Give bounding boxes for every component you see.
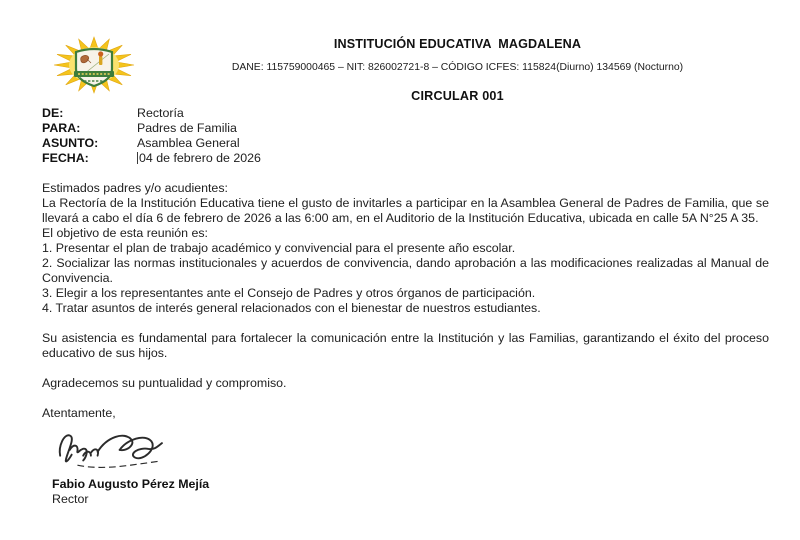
- objective-item-2: 2. Socializar las normas institucionales y acuerdos de convivencia, dando aprobación a las modificaciones realizadas al Manual de Convivencia.: [42, 256, 769, 285]
- meta-label-para: PARA:: [42, 121, 81, 135]
- meta-row-asunto: [42, 136, 542, 151]
- objectives-heading: El objetivo de esta reunión es:: [42, 226, 209, 240]
- gratitude-line: Agradecemos su puntualidad y compromiso.: [42, 376, 287, 390]
- document-header: [42, 33, 769, 104]
- circular-title: CIRCULAR 001: [411, 89, 504, 103]
- meta-row-para: [42, 121, 542, 136]
- meta-label-de: DE:: [42, 106, 64, 120]
- school-logo: [42, 33, 146, 104]
- header-text-block: [146, 33, 769, 104]
- signer-title: Rector: [52, 492, 89, 506]
- crest-torch: [99, 56, 102, 65]
- handwritten-signature-image: [52, 423, 172, 471]
- meta-value-asunto: Asamblea General: [137, 136, 240, 150]
- meta-label-fecha: FECHA:: [42, 151, 89, 165]
- meta-value-fecha[interactable]: [137, 151, 542, 166]
- objective-item-4: 4. Tratar asuntos de interés general relacionados con el bienestar de nuestros estudiantes.: [42, 301, 541, 315]
- objective-item-1: 1. Presentar el plan de trabajo académico y convivencial para el presente año escolar.: [42, 241, 516, 255]
- closing-line: Atentamente,: [42, 406, 116, 420]
- registry-line: DANE: 115759000465 – NIT: 826002721-8 – CÓDIGO ICFES: 115824(Diurno) 134569 (Nocturno): [231, 62, 684, 73]
- salutation-line: Estimados padres y/o acudientes:: [42, 181, 228, 195]
- meta-label-asunto: ASUNTO:: [42, 136, 99, 150]
- attendance-paragraph: Su asistencia es fundamental para fortalecer la comunicación entre la Institución y las Familias, garantizando el éxito del proceso educativo de sus hijos.: [42, 331, 769, 360]
- meta-value-para: Padres de Familia: [137, 121, 237, 135]
- text-cursor: [137, 152, 138, 164]
- meta-row-fecha: [42, 151, 542, 166]
- meta-value-de: Rectoría: [137, 106, 184, 120]
- signature-area: [52, 423, 769, 506]
- signer-name: Fabio Augusto Pérez Mejía: [52, 477, 210, 491]
- meta-row-de: [42, 106, 542, 121]
- objective-item-3: 3. Elegir a los representantes ante el Consejo de Padres y otros órganos de participación.: [42, 286, 536, 300]
- meta-fields: [42, 106, 542, 166]
- fecha-text: 04 de febrero de 2026: [139, 151, 261, 165]
- intro-paragraph: La Rectoría de la Institución Educativa tiene el gusto de invitarles a participar en la Asamblea General de Padres de Familia, que se llevará a cabo el día 6 de febrero de 2026 a las 6:00 am, en el Auditorio de la Institución Educativa, ubicada en calle 5A N°25 A 35.: [42, 196, 769, 225]
- crest-flame: [98, 51, 103, 56]
- institution-name: INSTITUCIÓN EDUCATIVA MAGDALENA: [333, 37, 582, 51]
- letter-body: [42, 181, 769, 506]
- school-crest-icon: [52, 33, 136, 101]
